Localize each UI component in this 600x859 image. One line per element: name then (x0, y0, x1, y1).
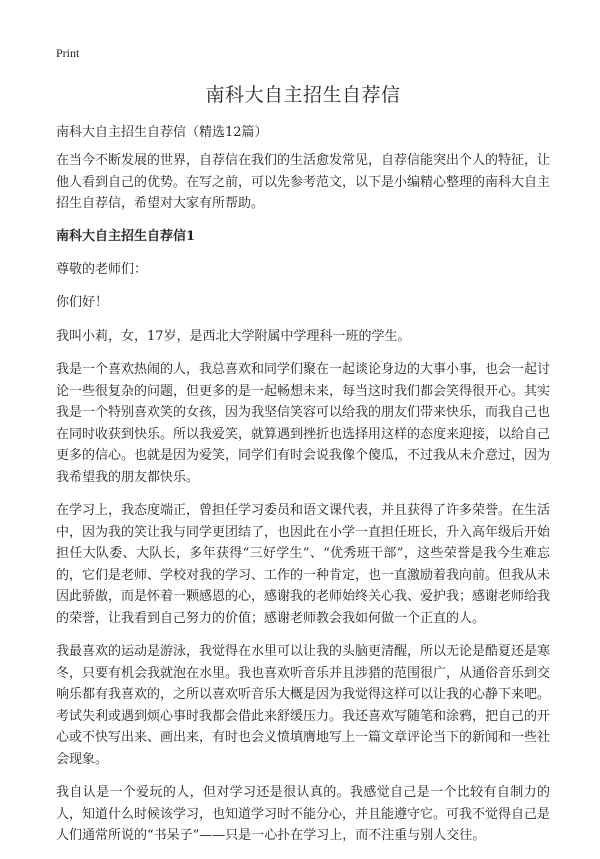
article-subtitle: 南科大自主招生自荐信（精选12篇） (56, 125, 268, 140)
greeting: 你们好！ (56, 295, 109, 310)
paragraph-hobbies: 我最喜欢的运动是游泳，我觉得在水里可以让我的头脑更清醒，所以无论是酷夏还是寒冬，只要有机会我就泡在水里。我也喜欢听音乐并且涉猎的范围很广，从通俗音乐到交响乐都有我喜欢的，之所以喜欢听音乐大概是因为我觉得这样可以让我的心静下来吧。考试失利或遇到烦心事时我都会借此来舒缓压力。我还喜欢写随笔和涂鸦，把自己的开心或不快写出来、画出来，有时也会义愤填膺地写上一篇文章评论当下的新闻和一些社会现象。 (56, 644, 551, 767)
paragraph-study: 在学习上，我态度端正，曾担任学习委员和语文课代表，并且获得了许多荣誉。在生活中，因为我的笑让我与同学更团结了，也因此在小学一直担任班长，升入高年级后开始担任大队委、大队长，多年获得“三好学生”、“优秀班干部”，这些荣誉是我今生难忘的，它们是老师、学校对我的学习、工作的一种肯定，也一直激励着我向前。但我从未因此骄傲，而是怀着一颗感恩的心，感谢我的老师始终关心我、爱护我；感谢老师给我的荣誉，让我看到自己努力的价值；感谢老师教会我如何做一个正直的人。 (56, 503, 551, 626)
intro-paragraph: 在当今不断发展的世界，自荐信在我们的生活愈发常见，自荐信能突出个人的特征，让他人看到自己的优势。在写之前，可以先参考范文，以下是小编精心整理的南科大自主招生自荐信，希望对大家有所帮助。 (56, 153, 551, 211)
section-heading: 南科大自主招生自荐信1 (56, 228, 196, 244)
paragraph-self-discipline: 我自认是一个爱玩的人，但对学习还是很认真的。我感觉自己是一个比较有自制力的人，知道什么时候该学习，也知道学习时不能分心，并且能遵守它。可我不觉得自己是人们通常所说的“书呆子”——只是一心扑在学习上，而不注重与别人交往。 (56, 785, 551, 843)
salutation: 尊敬的老师们： (56, 261, 148, 277)
print-link[interactable]: Print (56, 46, 80, 60)
paragraph-personality: 我是一个喜欢热闹的人，我总喜欢和同学们聚在一起谈论身边的大事小事，也会一起讨论一些很复杂的问题，但更多的是一起畅想未来，每当这时我们都会笑得很开心。其实我是一个特别喜欢笑的女孩，因为我坚信笑容可以给我的朋友们带来快乐，而我自己也在同时收获到快乐。所以我爱笑，就算遇到挫折也选择用这样的态度来迎接，以给自己更多的信心。也就是因为爱笑，同学们有时会说我像个傻瓜，不过我从未介意过，因为我希望我的朋友都快乐。 (56, 362, 551, 485)
page-title: 南科大自主招生自荐信 (205, 84, 401, 106)
paragraph-intro-self: 我叫小莉，女，17岁，是西北大学附属中学理科一班的学生。 (56, 328, 411, 344)
article-body (56, 150, 550, 859)
